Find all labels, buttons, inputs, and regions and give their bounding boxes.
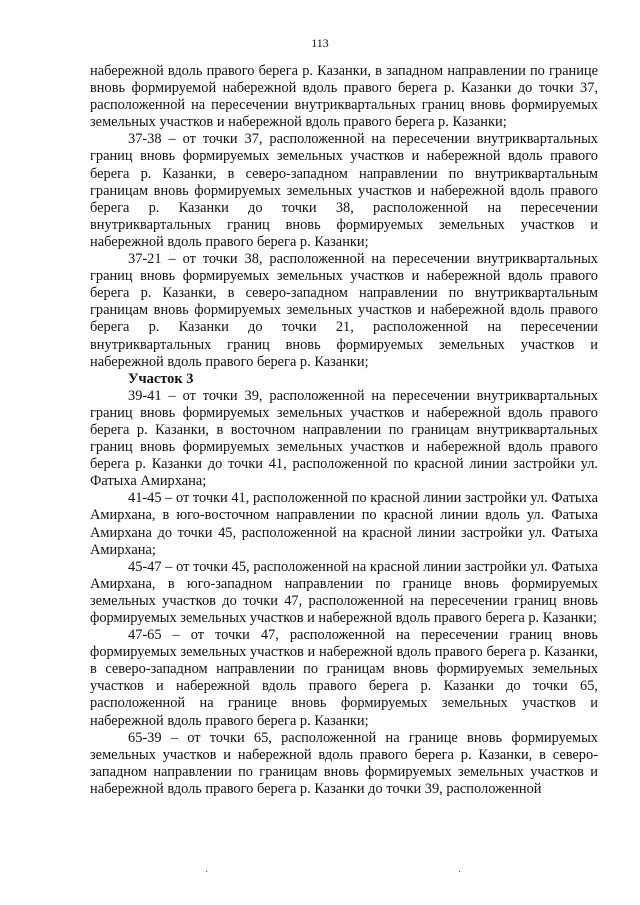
paragraph-segment-47-65: 47-65 – от точки 47, расположенной на пересечении границ вновь формируемых земельных участков и набережной вдоль правого берега р. Казанки, в северо-западном направлении по границам вновь формируемых земельных участков и набережной вдоль правого берега р. Казанки до точки 65, расположенной на границе вновь формируемых земельных участков и набережной вдоль правого берега р. Казанки; [90, 627, 598, 729]
paragraph-segment-45-47: 45-47 – от точки 45, расположенной на красной линии застройки ул. Фатыха Амирхана, в юго-западном направлении по границе вновь формируемых земельных участков до точки 47, расположенной на пересечении границ вновь формируемых земельных участков и набережной вдоль правого берега р. Казанки; [90, 558, 598, 626]
document-body [90, 63, 598, 798]
scan-speck: · [458, 867, 462, 878]
scan-speck: · [205, 867, 209, 878]
section-heading: Участок 3 [128, 370, 194, 387]
paragraph-segment-37-21: 37-21 – от точки 38, расположенной на пересечении внутриквартальных границ вновь формируемых земельных участков и набережной вдоль правого берега р. Казанки, в северо-западном направлении по внутриквартальным границам вновь формируемых земельных участков и набережной вдоль правого берега р. Казанки до точки 21, расположенной на пересечении внутриквартальных границ вновь формируемых земельных участков и набережной вдоль правого берега р. Казанки; [90, 251, 598, 370]
paragraph-segment-39-41: 39-41 – от точки 39, расположенной на пересечении внутриквартальных границ вновь формируемых земельных участков и набережной вдоль правого берега р. Казанки, в восточном направлении по границам внутриквартальных границ вновь формируемых земельных участков и набережной вдоль правого берега р. Казанки до точки 41, расположенной по красной линии застройки ул. Фатыха Амирхана; [90, 387, 598, 490]
page-number: 113 [311, 36, 329, 50]
paragraph-segment-65-39: 65-39 – от точки 65, расположенной на границе вновь формируемых земельных участков и набережной вдоль правого берега р. Казанки, в северо-западном направлении по границам вновь формируемых земельных участков и набережной вдоль правого берега р. Казанки до точки 39, расположенной [90, 729, 598, 797]
paragraph-segment-41-45: 41-45 – от точки 41, расположенной по красной линии застройки ул. Фатыха Амирхана, в юго-восточном направлении по красной линии вдоль ул. Фатыха Амирхана до точки 45, расположенной на красной линии застройки ул. Фатыха Амирхана; [90, 490, 598, 558]
paragraph-continuation: набережной вдоль правого берега р. Казанки, в западном направлении по границе вновь формируемой набережной вдоль правого берега р. Казанки до точки 37, расположенной на пересечении внутриквартальных границ вновь формируемых земельных участков и набережной вдоль правого берега р. Казанки; [90, 63, 598, 131]
paragraph-segment-37-38: 37-38 – от точки 37, расположенной на пересечении внутриквартальных границ вновь формируемых земельных участков и набережной вдоль правого берега р. Казанки, в северо-западном направлении по внутриквартальным границам вновь формируемых земельных участков и набережной вдоль правого берега р. Казанки до точки 38, расположенной на пересечении внутриквартальных границ вновь формируемых земельных участков и набережной вдоль правого берега р. Казанки; [90, 131, 598, 250]
